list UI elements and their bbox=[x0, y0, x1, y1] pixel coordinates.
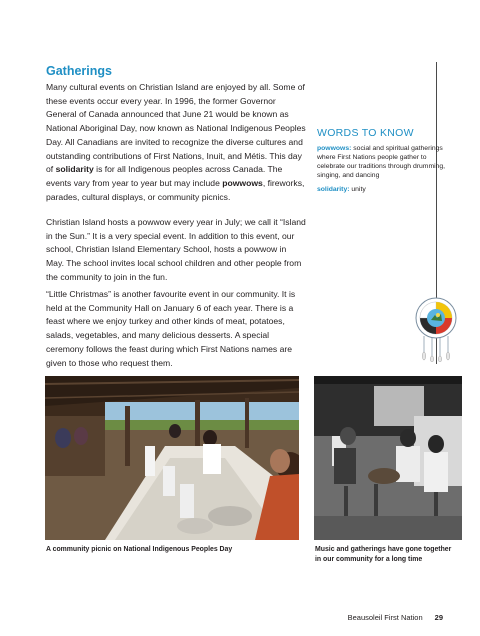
paragraph-1-text-a: Many cultural events on Christian Island are enjoyed by all. Some of these events occur every year. In 1996, the former Governor General of Canada announced that June 21 would be known as National Aboriginal Day, now known as National Indigenous Peoples Day. All Canadians are invited to recognize the diverse cultures and outstanding contributions of First Nations, Inuit, and Métis. This day of bbox=[46, 82, 306, 175]
paragraph-1 bbox=[46, 81, 306, 204]
music-gathering-photo bbox=[314, 376, 462, 540]
keyword-solidarity: solidarity bbox=[55, 164, 94, 175]
definition-solidarity-text: unity bbox=[349, 185, 366, 193]
definition-powwows-text: social and spiritual gatherings where First Nations people gather to celebrate our traditions through drumming, singing, and dancing bbox=[317, 145, 446, 179]
music-photo-caption: Music and gatherings have gone together in our community for a long time bbox=[315, 546, 452, 563]
picnic-photo bbox=[45, 376, 299, 540]
paragraph-1-text-b: is for all Indigenous peoples across Canada. The events vary from year to year but may include bbox=[46, 164, 283, 188]
paragraph-3-text: “Little Christmas” is another favourite event in our community. It is held at the Community Hall on January 6 of each year. There is a feast where we enjoy turkey and other kinds of meat, potatoes, salads, vegetables, and many delicious desserts. A special ceremony follows the feast during which First Nations names are given to those who request them. bbox=[46, 289, 296, 368]
medicine-wheel-icon bbox=[414, 296, 458, 362]
term-solidarity: solidarity: bbox=[317, 185, 350, 193]
definition-powwows bbox=[317, 145, 455, 181]
paragraph-2 bbox=[46, 216, 306, 285]
paragraph-3 bbox=[46, 288, 306, 370]
keyword-powwows: powwows bbox=[222, 177, 263, 188]
page-footer bbox=[348, 613, 443, 622]
term-powwows: powwows: bbox=[317, 145, 352, 152]
definition-solidarity bbox=[317, 186, 455, 195]
paragraph-2-text: Christian Island hosts a powwow every year in July; we call it “Island in the Sun.” It is a very special event. In addition to this event, our school, Christian Island Elementary School, hosts a powwow in May. The school invites local school children and other people from the community to join in the fun. bbox=[46, 217, 306, 282]
section-heading: Gatherings bbox=[46, 64, 112, 78]
picnic-photo-caption: A community picnic on National Indigenous Peoples Day bbox=[46, 546, 233, 553]
sidebar-title: WORDS TO KNOW bbox=[317, 127, 414, 139]
page-number: 29 bbox=[434, 613, 443, 622]
words-to-know-sidebar bbox=[317, 127, 455, 200]
footer-title: Beausoleil First Nation bbox=[347, 613, 423, 622]
paragraph-1-text-c: , fireworks, parades, cultural displays, or community picnics. bbox=[46, 177, 305, 202]
